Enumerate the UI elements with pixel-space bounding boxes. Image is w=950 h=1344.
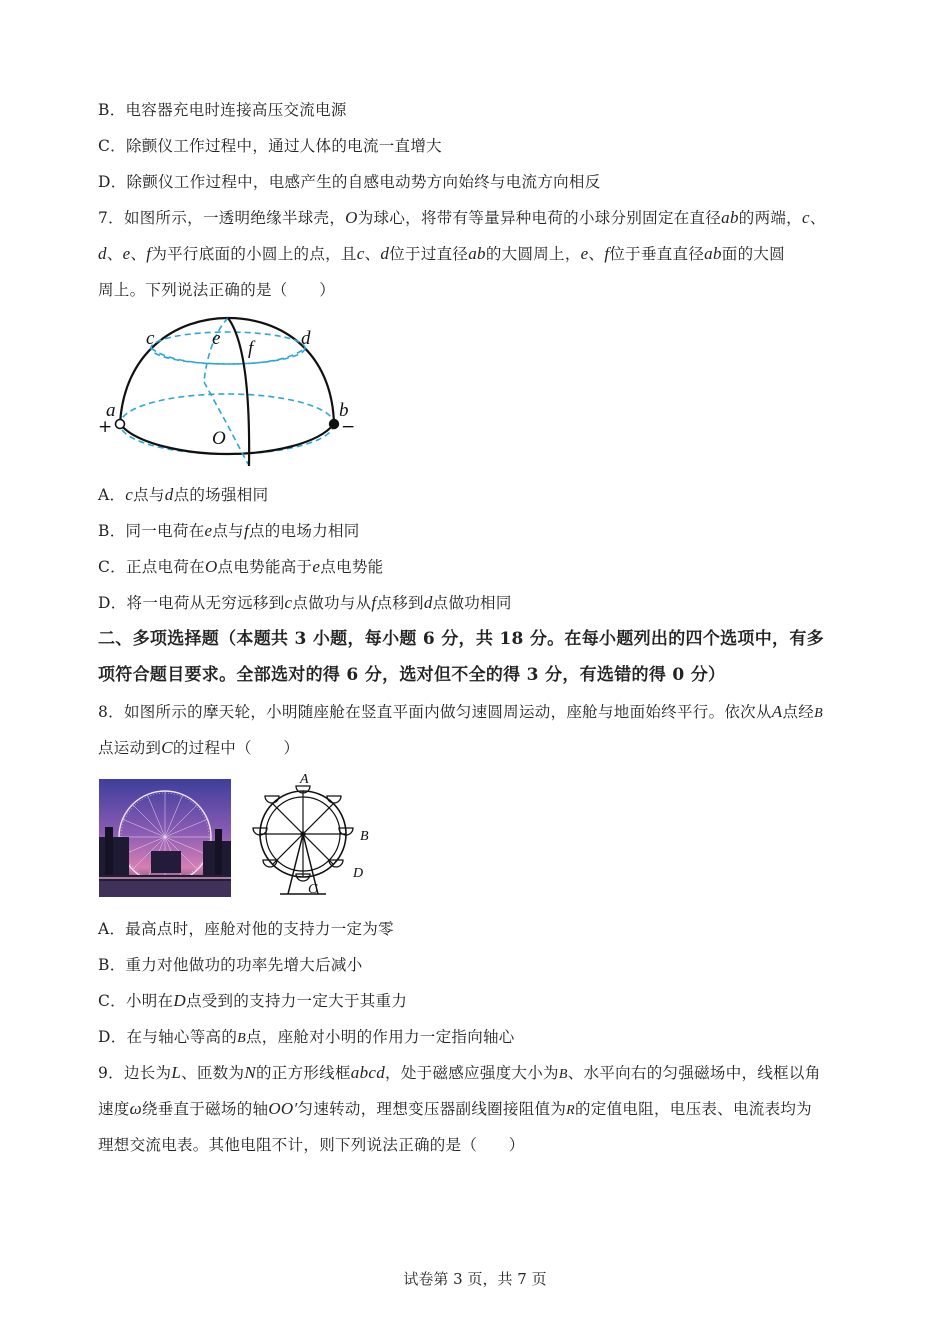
hemisphere-figure [96, 312, 366, 474]
q9-stem-line3: 理想交流电表。其他电阻不计，则下列说法正确的是（ ） [98, 1136, 525, 1154]
fig-label-e: e [212, 328, 221, 349]
section2-heading-line1: 二、多项选择题（本题共 3 小题，每小题 6 分，共 18 分。在每小题列出的四个选项中，有多 [98, 629, 824, 649]
fig-label-f: f [248, 338, 254, 359]
q7-option-d: D．将一电荷从无穷远移到c点做功与从f点移到d点做功相同 [98, 593, 512, 612]
q6-option-b: B．电容器充电时连接高压交流电源 [98, 101, 347, 119]
q7-stem-line3: 周上。下列说法正确的是（ ） [98, 281, 336, 299]
fig-label-b: b [339, 400, 349, 421]
section2-heading-line2: 项符合题目要求。全部选对的得 6 分，选对但不全的得 3 分，有选错的得 0 分） [98, 665, 726, 685]
q9-stem-line2: 速度ω绕垂直于磁场的轴OO′匀速转动，理想变压器副线圈接阻值为R的定值电阻，电压表、电流表均为 [98, 1099, 812, 1118]
q6-option-d: D．除颤仪工作过程中，电感产生的自感电动势方向始终与电流方向相反 [98, 173, 601, 191]
q9-stem-line1: 9．边长为L、匝数为N的正方形线框abcd，处于磁感应强度大小为B、水平向右的匀强磁场中，线框以角 [98, 1063, 821, 1082]
q7-option-b: B．同一电荷在e点与f点的电场力相同 [98, 521, 360, 540]
page-footer: 试卷第 3 页，共 7 页 [403, 1270, 547, 1288]
wheel-label-D: D [353, 866, 364, 881]
q8-stem-line1: 8．如图所示的摩天轮，小明随座舱在竖直平面内做匀速圆周运动，座舱与地面始终平行。依次从A点经B [98, 702, 823, 721]
q8-stem-line2: 点运动到C的过程中（ ） [98, 738, 300, 757]
q7-option-c: C．正点电荷在O点电势能高于e点电势能 [98, 557, 384, 576]
q8-option-d: D．在与轴心等高的B点，座舱对小明的作用力一定指向轴心 [98, 1028, 515, 1046]
wheel-label-A: A [300, 772, 309, 787]
q7-option-a: A．c点与d点的场强相同 [98, 485, 269, 504]
q7-stem-line2: d、e、f为平行底面的小圆上的点，且c、d位于过直径ab的大圆周上，e、f位于垂直直径ab面的大圆 [98, 244, 785, 263]
positive-charge-icon [116, 420, 125, 429]
fig-label-a: a [106, 400, 116, 421]
fig-label-c: c [146, 328, 155, 349]
q6-option-c: C．除颤仪工作过程中，通过人体的电流一直增大 [98, 137, 442, 155]
wheel-label-C: C [308, 882, 318, 897]
negative-charge-icon [330, 420, 339, 429]
q8-option-a: A．最高点时，座舱对他的支持力一定为零 [98, 920, 394, 938]
q8-option-b: B．重力对他做功的功率先增大后减小 [98, 956, 363, 974]
fig-label-minus: − [341, 417, 356, 437]
ferris-wheel-diagram [250, 770, 380, 900]
fig-label-d: d [301, 328, 311, 349]
ferris-wheel-photo [99, 779, 231, 897]
fig-label-O: O [212, 428, 226, 449]
wheel-label-B: B [360, 829, 369, 844]
q8-option-c: C．小明在D点受到的支持力一定大于其重力 [98, 991, 408, 1010]
fig-label-plus: + [98, 417, 113, 437]
q7-stem-line1: 7．如图所示，一透明绝缘半球壳，O为球心，将带有等量异种电荷的小球分别固定在直径ab的两端，c、 [98, 208, 826, 227]
